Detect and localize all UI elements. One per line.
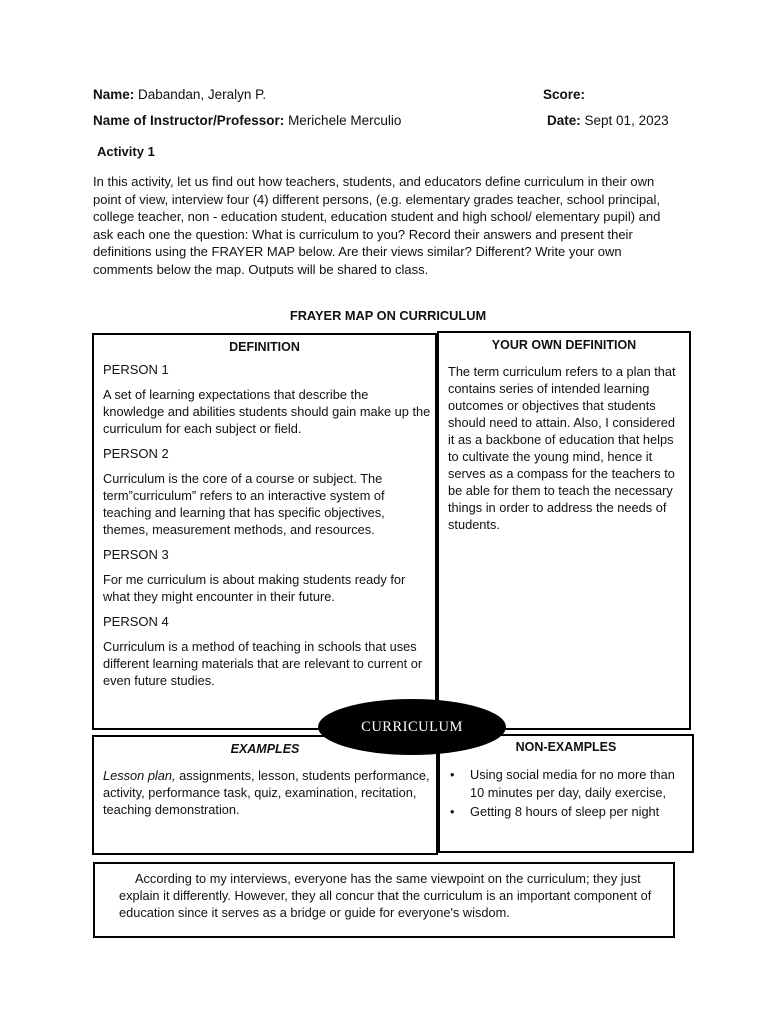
center-concept-oval bbox=[318, 699, 506, 755]
definition-box bbox=[92, 333, 437, 730]
center-concept-label: CURRICULUM bbox=[361, 718, 463, 735]
examples-heading: EXAMPLES bbox=[230, 742, 300, 756]
bullet-icon: • bbox=[450, 804, 455, 819]
person-1-definition: A set of learning expectations that describe the knowledge and abilities students should gain make up the curriculum for each subject or field. bbox=[103, 387, 431, 436]
examples-body: assignments, lesson, students performance, activity, performance task, quiz, examination, recitation, teaching demonstration. bbox=[103, 768, 430, 817]
name-label: Name: bbox=[93, 87, 135, 102]
non-examples-box bbox=[438, 734, 694, 853]
student-name-line bbox=[93, 87, 266, 102]
examples-lead: Lesson plan, bbox=[103, 768, 176, 783]
list-item bbox=[446, 766, 690, 801]
own-definition-box bbox=[437, 331, 691, 730]
person-2-definition: Curriculum is the core of a course or subject. The term”curriculum” refers to an interactive system of teaching and learning that has specific objectives, themes, measurement methods, and resources. bbox=[103, 471, 385, 537]
comment-box bbox=[93, 862, 675, 938]
comment-text: According to my interviews, everyone has the same viewpoint on the curriculum; they just explain it differently. However, they all concur that the curriculum is an important component of education since it serves as a bridge or guide for everyone's wisdom. bbox=[119, 871, 652, 920]
date-label: Date: bbox=[547, 113, 581, 128]
non-example-text: Using social media for no more than 10 minutes per day, daily exercise, bbox=[470, 767, 675, 800]
activity-title: Activity 1 bbox=[97, 144, 155, 159]
person-1-label: PERSON 1 bbox=[103, 362, 169, 377]
instructor-line bbox=[93, 113, 401, 128]
person-3-label: PERSON 3 bbox=[103, 547, 169, 562]
score-line bbox=[543, 87, 585, 102]
person-4-definition: Curriculum is a method of teaching in schools that uses different learning materials that are relevant to current or even future studies. bbox=[103, 639, 423, 688]
date-value: Sept 01, 2023 bbox=[584, 113, 669, 128]
score-label: Score: bbox=[543, 87, 586, 102]
non-example-text: Getting 8 hours of sleep per night bbox=[470, 804, 660, 819]
definition-heading: DEFINITION bbox=[229, 340, 300, 354]
non-examples-heading: NON-EXAMPLES bbox=[515, 740, 617, 754]
activity-instructions: In this activity, let us find out how teachers, students, and educators define curriculum in their own point of view, interview four (4) different persons, (e.g. elementary grades teacher, school principal, college teacher, non - education student, education student and high school/ elementary pupil) and ask each one the question: What is curriculum to you? Record their answers and present their definitions using the FRAYER MAP below. Are their views similar? Different? Write your own comments below the map. Outputs will be shared to class. bbox=[93, 174, 661, 277]
person-2-label: PERSON 2 bbox=[103, 446, 169, 461]
frayer-map-title: FRAYER MAP ON CURRICULUM bbox=[289, 308, 487, 323]
person-3-definition: For me curriculum is about making students ready for what they might encounter in their future. bbox=[103, 572, 406, 604]
date-line bbox=[547, 113, 669, 128]
instructor-value: Merichele Merculio bbox=[288, 113, 402, 128]
examples-text bbox=[103, 767, 431, 818]
own-definition-heading: YOUR OWN DEFINITION bbox=[491, 338, 637, 352]
name-value: Dabandan, Jeralyn P. bbox=[138, 87, 267, 102]
list-item bbox=[446, 803, 690, 821]
bullet-icon: • bbox=[450, 767, 455, 782]
definition-content bbox=[103, 362, 431, 689]
own-definition-text: The term curriculum refers to a plan that contains series of intended learning outcomes or objectives that students should need to attain. Also, I considered it as a backbone of education that helps to cultivate the young mind, hence it serves as a compass for the teachers to be able for them to teach the necessary things in order to address the needs of students. bbox=[448, 364, 676, 532]
person-4-label: PERSON 4 bbox=[103, 614, 169, 629]
non-examples-list bbox=[446, 766, 690, 821]
instructor-label: Name of Instructor/Professor: bbox=[93, 113, 285, 128]
